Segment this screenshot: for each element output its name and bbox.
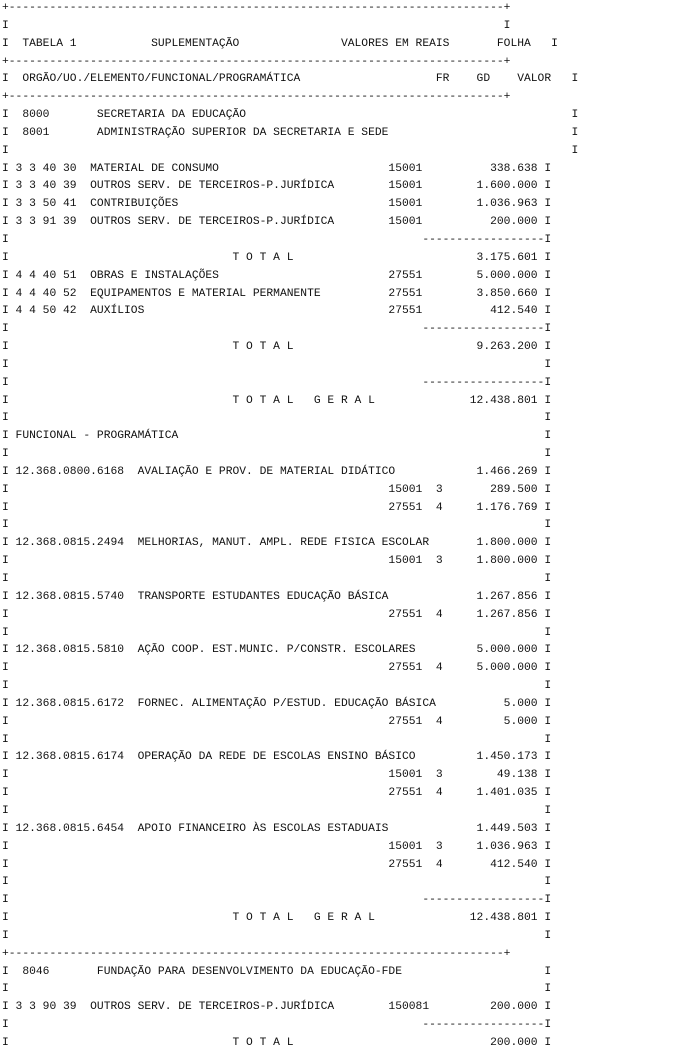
document-line: I 12.368.0815.6174 OPERAÇÃO DA REDE DE ESCOLAS ENSINO BÁSICO 1.450.173 I — [2, 751, 552, 764]
document-line: I 8000 SECRETARIA DA EDUCAÇÃO I — [2, 109, 579, 122]
document-line: I ------------------I — [2, 376, 552, 389]
document-line: I 27551 4 5.000 I — [2, 715, 552, 728]
document-line: I ------------------I — [2, 894, 552, 907]
document-line: I 3 3 90 39 OUTROS SERV. DE TERCEIROS-P.JURÍDICA 150081 200.000 I — [2, 1001, 552, 1014]
document-line: I I — [2, 983, 552, 996]
document-line: I 8046 FUNDAÇÃO PARA DESENVOLVIMENTO DA EDUCAÇÃO-FDE I — [2, 965, 552, 978]
document-line: I 12.368.0800.6168 AVALIAÇÃO E PROV. DE MATERIAL DIDÁTICO 1.466.269 I — [2, 465, 552, 478]
document-line: I 15001 3 289.500 I — [2, 483, 552, 496]
document-line: I I — [2, 412, 552, 425]
document-line: I 12.368.0815.2494 MELHORIAS, MANUT. AMPL. REDE FISICA ESCOLAR 1.800.000 I — [2, 537, 552, 550]
document-line: I I — [2, 519, 552, 532]
document-line: I ------------------I — [2, 323, 552, 336]
document-line: I FUNCIONAL - PROGRAMÁTICA I — [2, 430, 552, 443]
document-line: I T O T A L G E R A L 12.438.801 I — [2, 912, 552, 925]
document-line: I 12.368.0815.6172 FORNEC. ALIMENTAÇÃO P/ESTUD. EDUCAÇÃO BÁSICA 5.000 I — [2, 697, 552, 710]
document-line: I 27551 4 1.267.856 I — [2, 608, 552, 621]
document-line: I ------------------I — [2, 1019, 552, 1032]
document-line: I T O T A L G E R A L 12.438.801 I — [2, 394, 552, 407]
document-line: I I — [2, 804, 552, 817]
document-line: +-------------------------------------------------------------------------+ — [2, 91, 511, 104]
document-line: I I — [2, 19, 511, 32]
document-line: I 3 3 40 39 OUTROS SERV. DE TERCEIROS-P.JURÍDICA 15001 1.600.000 I — [2, 180, 552, 193]
document-line: I TABELA 1 SUPLEMENTAÇÃO VALORES EM REAIS FOLHA I — [2, 37, 558, 50]
document-line: I 15001 3 1.800.000 I — [2, 555, 552, 568]
document-line: I 8001 ADMINISTRAÇÃO SUPERIOR DA SECRETARIA E SEDE I — [2, 126, 579, 139]
document-line: I 27551 4 412.540 I — [2, 858, 552, 871]
document-line: I I — [2, 733, 552, 746]
document-line: I I — [2, 680, 552, 693]
document-line: I 27551 4 1.401.035 I — [2, 787, 552, 800]
document-line: I 3 3 91 39 OUTROS SERV. DE TERCEIROS-P.JURÍDICA 15001 200.000 I — [2, 216, 552, 229]
document-line: I 27551 4 5.000.000 I — [2, 662, 552, 675]
document-line: I I — [2, 358, 552, 371]
document-line: +-------------------------------------------------------------------------+ — [2, 55, 511, 68]
document-line: +-------------------------------------------------------------------------+ — [2, 947, 511, 960]
document-line: I 15001 3 1.036.963 I — [2, 840, 552, 853]
document-line: I 4 4 40 52 EQUIPAMENTOS E MATERIAL PERMANENTE 27551 3.850.660 I — [2, 287, 552, 300]
document-line: +-------------------------------------------------------------------------+ — [2, 2, 511, 14]
document-line: I T O T A L 200.000 I — [2, 1036, 552, 1049]
document-line: I 3 3 40 30 MATERIAL DE CONSUMO 15001 338.638 I — [2, 162, 552, 175]
document-line: I 12.368.0815.5810 AÇÃO COOP. EST.MUNIC. P/CONSTR. ESCOLARES 5.000.000 I — [2, 644, 552, 657]
document-line: I I — [2, 929, 552, 942]
document-line: I 4 4 40 51 OBRAS E INSTALAÇÕES 27551 5.000.000 I — [2, 269, 552, 282]
document-line: I 27551 4 1.176.769 I — [2, 501, 552, 514]
document-line: I 4 4 50 42 AUXÍLIOS 27551 412.540 I — [2, 305, 552, 318]
document-line: I 12.368.0815.5740 TRANSPORTE ESTUDANTES EDUCAÇÃO BÁSICA 1.267.856 I — [2, 590, 552, 603]
document-line: I I — [2, 626, 552, 639]
document-line: I I — [2, 876, 552, 889]
document-line: I 15001 3 49.138 I — [2, 769, 552, 782]
document-line: I I — [2, 448, 552, 461]
document-line: I I — [2, 144, 579, 157]
document-line: I 3 3 50 41 CONTRIBUIÇÕES 15001 1.036.963 I — [2, 198, 552, 211]
document-line: I ORGÃO/UO./ELEMENTO/FUNCIONAL/PROGRAMÁTICA FR GD VALOR I — [2, 73, 579, 86]
document-line: I I — [2, 573, 552, 585]
document-line: I ------------------I — [2, 233, 552, 246]
document-line: I T O T A L 3.175.601 I — [2, 251, 552, 264]
document-line: I T O T A L 9.263.200 I — [2, 341, 552, 354]
document-line: I 12.368.0815.6454 APOIO FINANCEIRO ÀS ESCOLAS ESTADUAIS 1.449.503 I — [2, 822, 552, 835]
